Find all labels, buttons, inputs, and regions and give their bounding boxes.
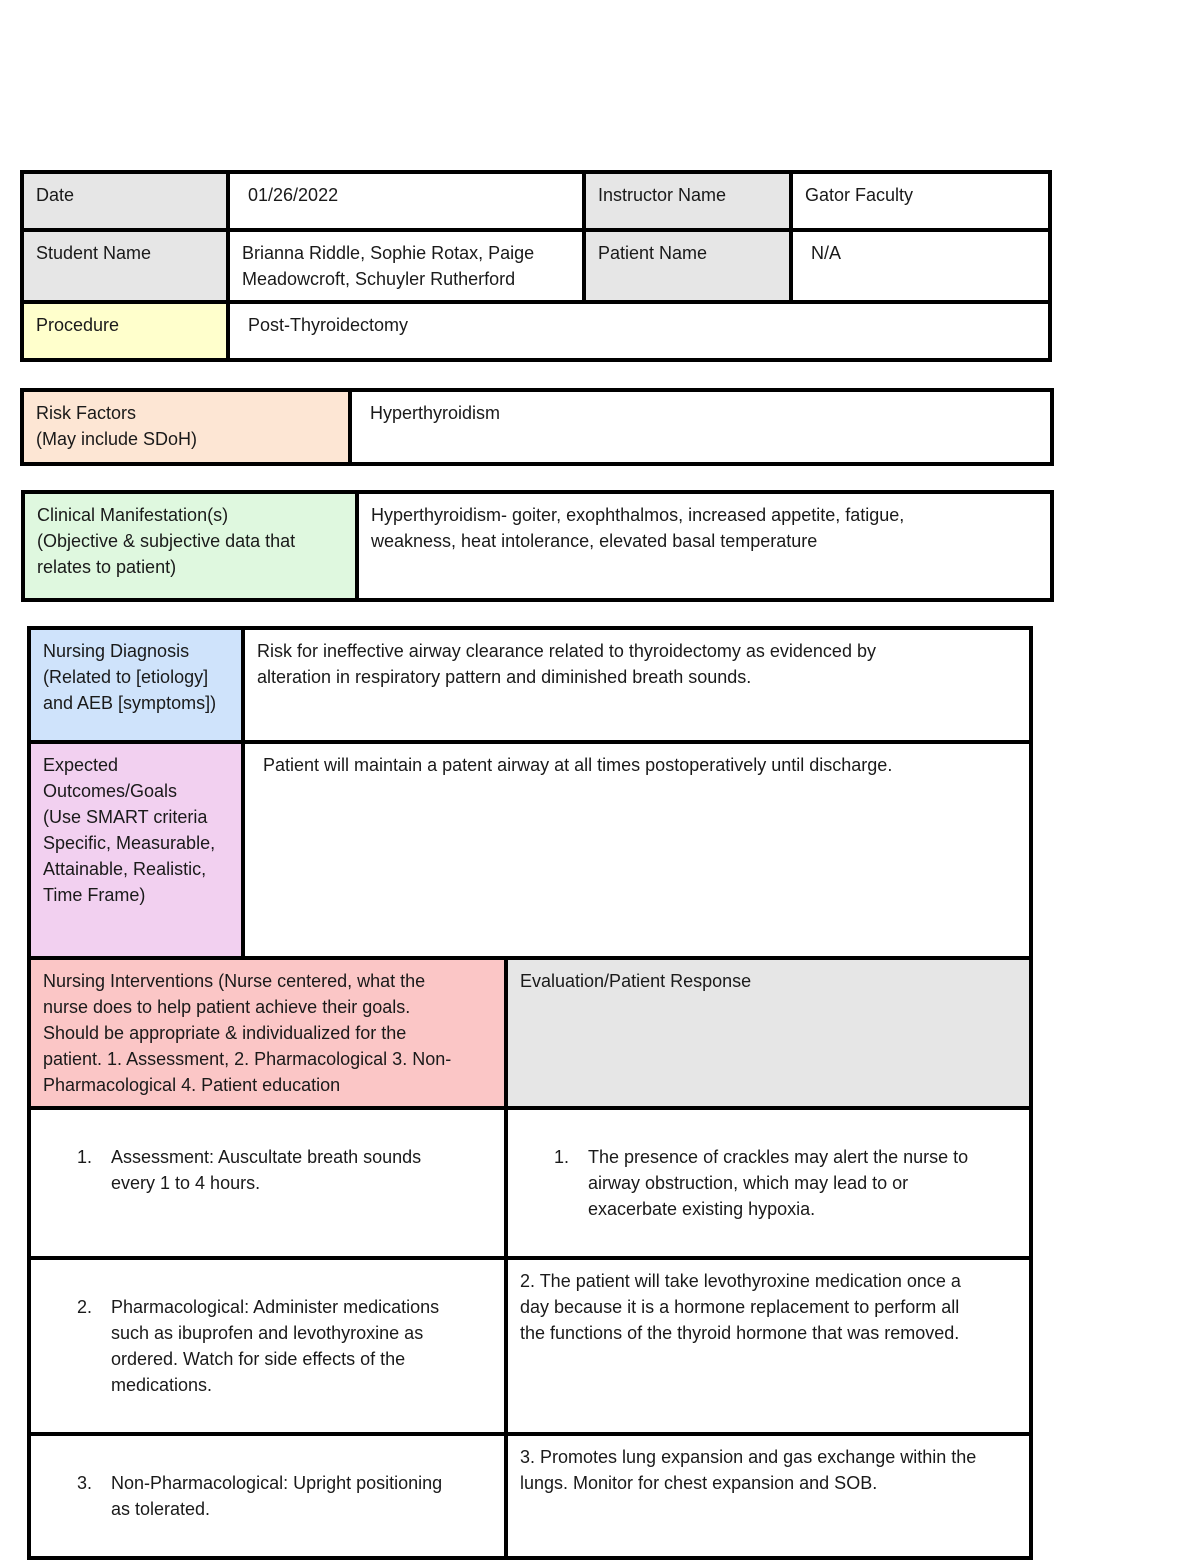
expected-outcomes-label: Expected Outcomes/Goals (Use SMART criteria Specific, Measurable, Attainable, Realistic, Time Frame)	[29, 742, 243, 958]
clinical-manifestations-value: Hyperthyroidism- goiter, exophthalmos, increased appetite, fatigue, weakness, heat intolerance, elevated basal temperature	[357, 492, 1052, 600]
intervention-cell	[29, 1108, 506, 1258]
intervention-text: Non-Pharmacological: Upright positioning as tolerated.	[111, 1473, 443, 1519]
evaluation-text: 3. Promotes lung expansion and gas exchange within the lungs. Monitor for chest expansion and SOB.	[506, 1434, 1031, 1558]
student-value: Brianna Riddle, Sophie Rotax, Paige Meadowcroft, Schuyler Rutherford	[228, 230, 584, 302]
expected-outcomes-value: Patient will maintain a patent airway at all times postoperatively until discharge.	[243, 742, 1031, 958]
evaluation-number: 1.	[554, 1147, 570, 1167]
care-plan-row	[29, 1434, 1031, 1558]
procedure-label: Procedure	[22, 302, 228, 360]
patient-label: Patient Name	[584, 230, 791, 302]
student-label: Student Name	[22, 230, 228, 302]
date-value: 01/26/2022	[228, 172, 584, 230]
evaluation-label: Evaluation/Patient Response	[506, 958, 1031, 1108]
care-plan-row	[29, 1258, 1031, 1434]
clinical-manifestations-table	[21, 490, 1054, 602]
intervention-cell	[29, 1434, 506, 1558]
intervention-cell	[29, 1258, 506, 1434]
instructor-label: Instructor Name	[584, 172, 791, 230]
risk-factors-value: Hyperthyroidism	[350, 390, 1052, 464]
intervention-text: Assessment: Auscultate breath sounds every 1 to 4 hours.	[111, 1147, 422, 1193]
evaluation-cell	[506, 1108, 1031, 1258]
intervention-text: Pharmacological: Administer medications such as ibuprofen and levothyroxine as ordered. Watch for side effects of the medications.	[111, 1297, 440, 1395]
care-plan-table	[27, 626, 1033, 1560]
header-table	[20, 170, 1052, 362]
intervention-number: 3.	[77, 1473, 93, 1493]
instructor-value: Gator Faculty	[791, 172, 1050, 230]
intervention-number: 2.	[77, 1297, 93, 1317]
nursing-diagnosis-label: Nursing Diagnosis (Related to [etiology] and AEB [symptoms])	[29, 628, 243, 742]
nursing-interventions-label: Nursing Interventions (Nurse centered, what the nurse does to help patient achieve their goals. Should be appropriate & individualized for the patient. 1. Assessment, 2. Pharmacological 3. Non- Pharmacological 4. Patient education	[29, 958, 506, 1108]
evaluation-text: 2. The patient will take levothyroxine medication once a day because it is a hormone replacement to perform all the functions of the thyroid hormone that was removed.	[506, 1258, 1031, 1434]
evaluation-text: The presence of crackles may alert the nurse to airway obstruction, which may lead to or exacerbate existing hypoxia.	[588, 1147, 969, 1219]
patient-value: N/A	[791, 230, 1050, 302]
date-label: Date	[22, 172, 228, 230]
risk-factors-label: Risk Factors (May include SDoH)	[22, 390, 350, 464]
procedure-value: Post-Thyroidectomy	[228, 302, 1050, 360]
intervention-number: 1.	[77, 1147, 93, 1167]
risk-factors-table	[20, 388, 1054, 466]
care-plan-row	[29, 1108, 1031, 1258]
clinical-manifestations-label: Clinical Manifestation(s) (Objective & subjective data that relates to patient)	[23, 492, 357, 600]
nursing-diagnosis-value: Risk for ineffective airway clearance related to thyroidectomy as evidenced by alteration in respiratory pattern and diminished breath sounds.	[243, 628, 1031, 742]
